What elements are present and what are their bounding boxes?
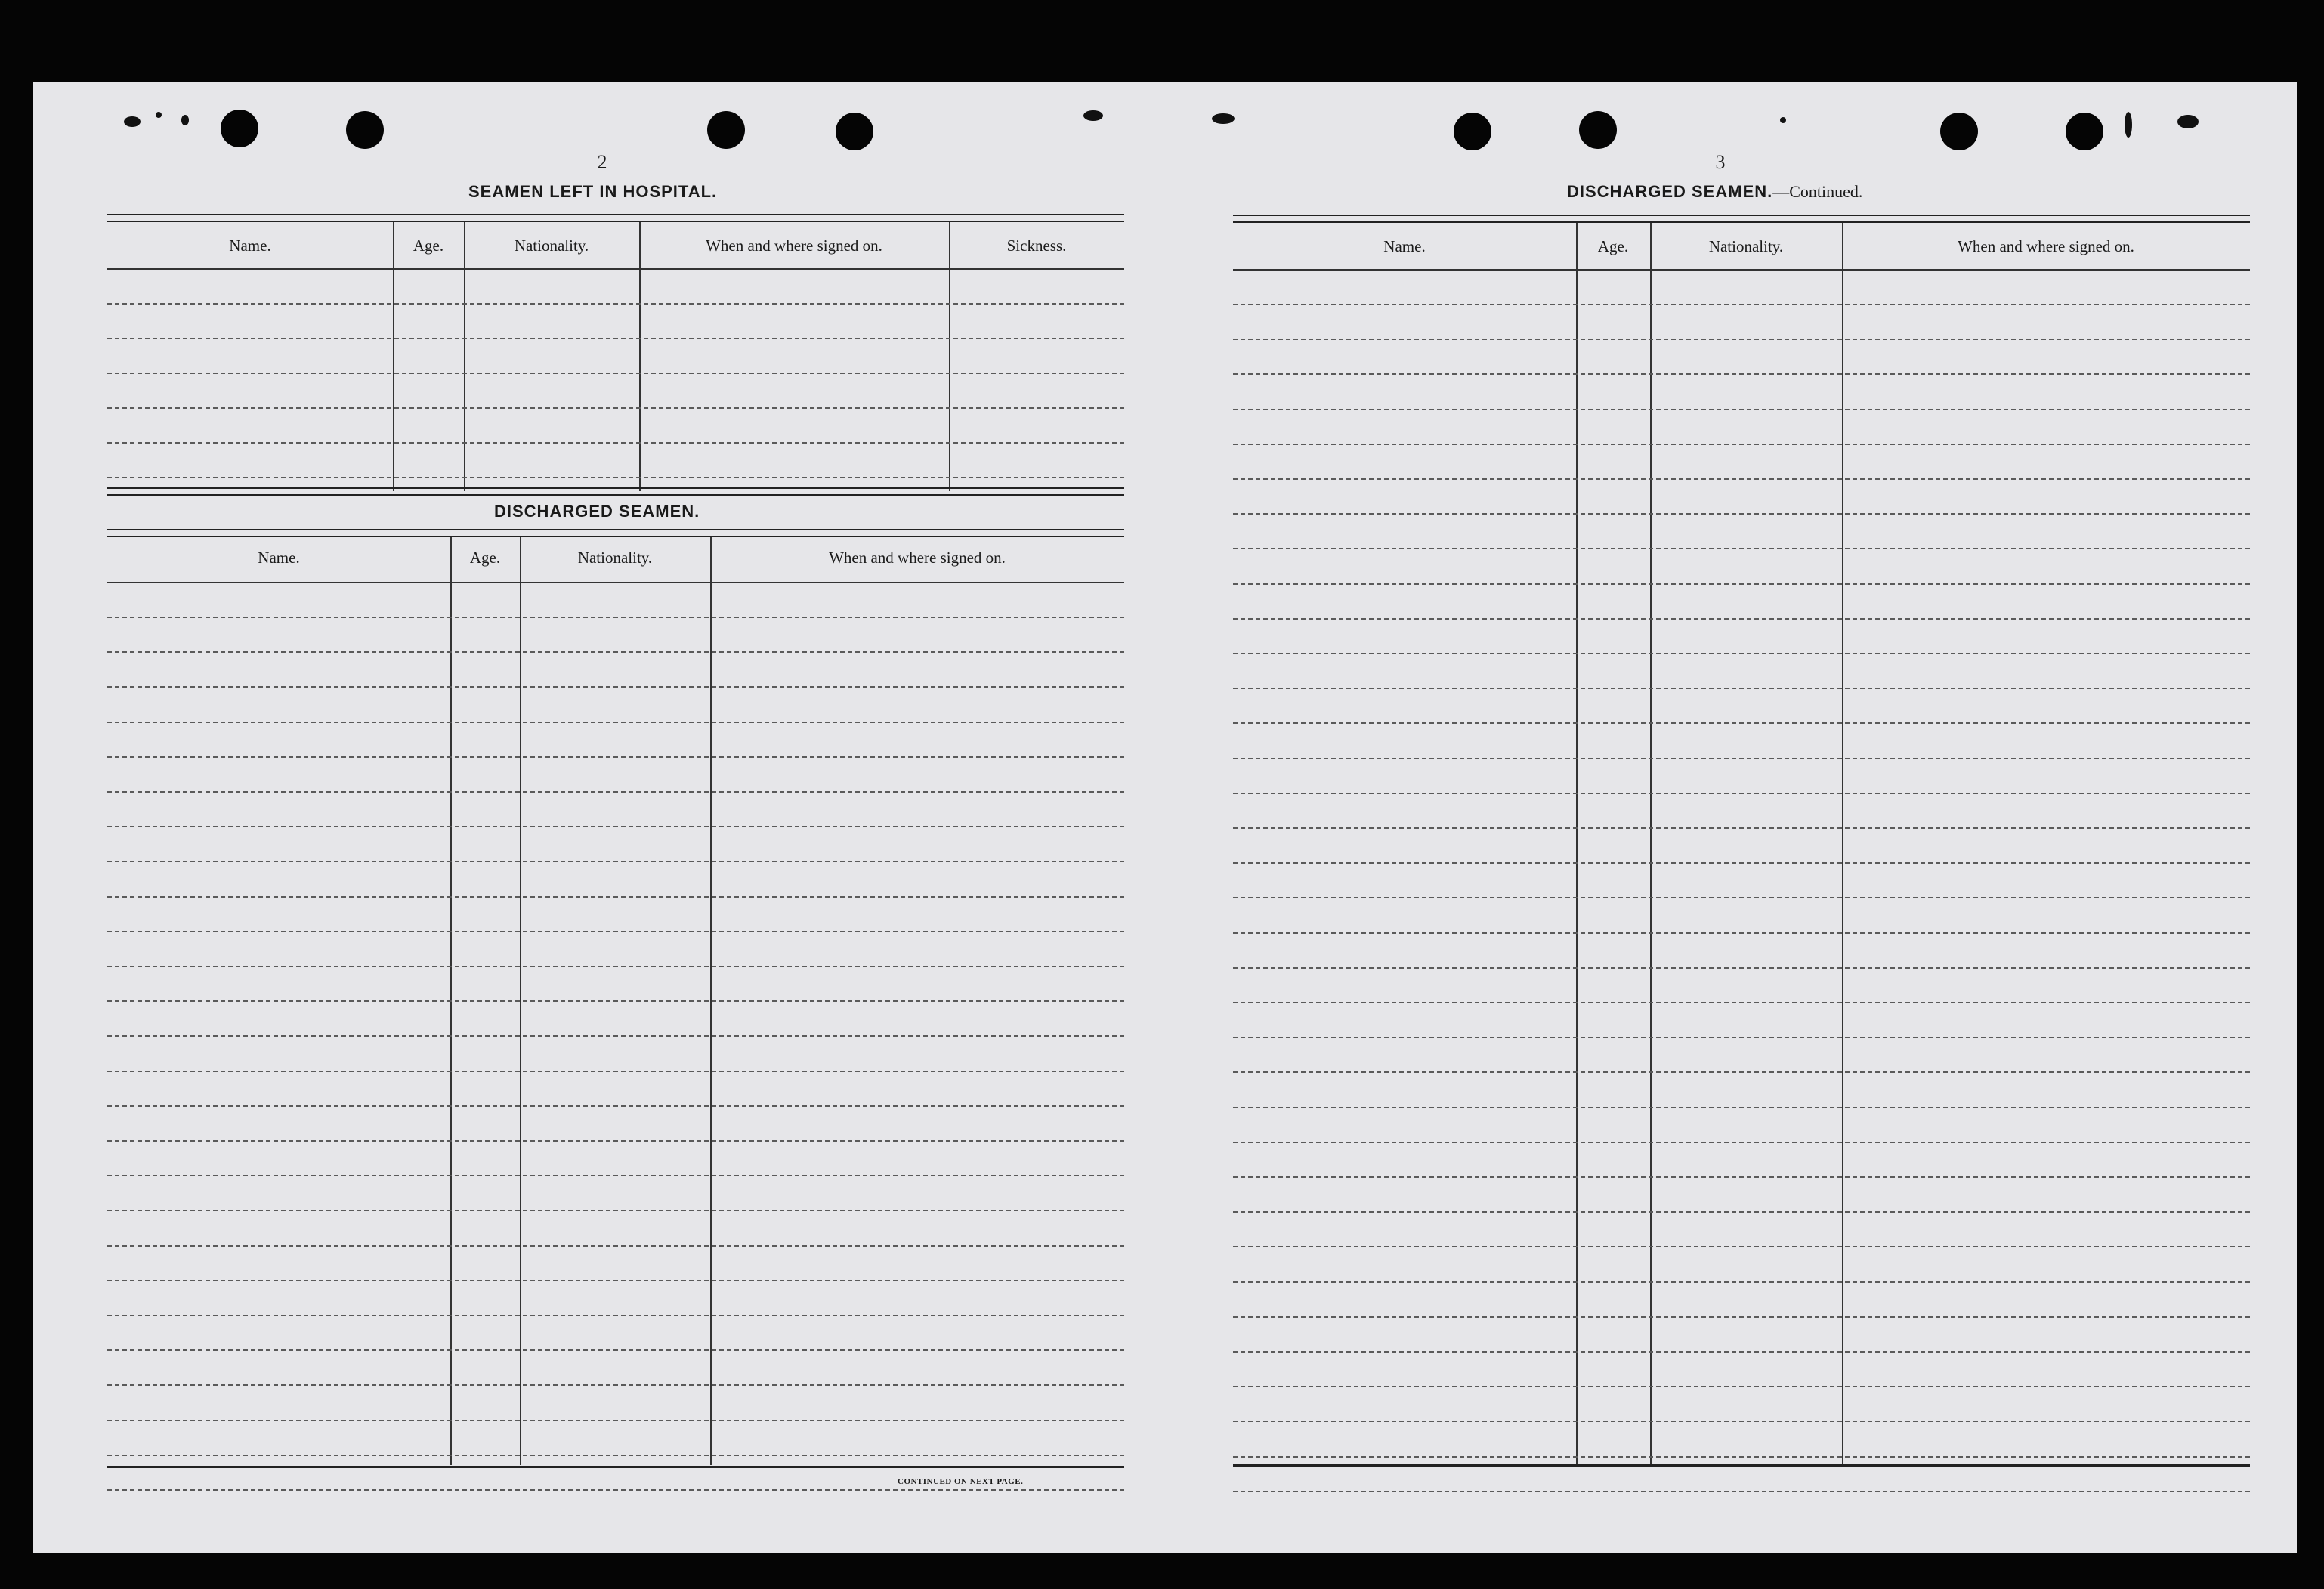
ruled-row-line: [107, 1105, 1124, 1107]
ink-speck: [2177, 115, 2199, 128]
col-divider: [949, 222, 950, 491]
ruled-row-line: [1233, 1246, 2250, 1247]
ruled-row-line: [1233, 1107, 2250, 1108]
col-header-signed-on: When and where signed on.: [706, 236, 882, 255]
col-header-name: Name.: [229, 236, 271, 255]
col-header-sickness: Sickness.: [1006, 236, 1067, 255]
col-header-name: Name.: [1383, 237, 1426, 255]
ruled-row-line: [1233, 618, 2250, 620]
ruled-row-line: [107, 477, 1124, 478]
ruled-row-line: [107, 861, 1124, 862]
ruled-row-line: [1233, 932, 2250, 934]
ruled-row-line: [107, 966, 1124, 967]
ruled-row-line: [107, 826, 1124, 827]
ruled-row-line: [1233, 548, 2250, 549]
ruled-row-line: [1233, 1421, 2250, 1422]
ruled-row-line: [107, 1420, 1124, 1421]
discharged-table-right: [1233, 215, 2250, 1484]
ruled-row-line: [107, 931, 1124, 932]
col-header-age: Age.: [469, 549, 501, 567]
ruled-row-line: [1233, 339, 2250, 340]
ruled-row-line: [1233, 409, 2250, 410]
ruled-row-line: [107, 1384, 1124, 1386]
ruled-row-line: [1233, 862, 2250, 864]
ruled-row-line: [107, 1489, 1124, 1491]
ruled-row-line: [107, 1035, 1124, 1037]
ruled-row-line: [1233, 373, 2250, 375]
ink-speck: [1212, 113, 1235, 124]
hospital-section-title: SEAMEN LEFT IN HOSPITAL.: [468, 182, 718, 201]
ruled-row-line: [107, 686, 1124, 688]
col-header-signed-on: When and where signed on.: [829, 549, 1006, 567]
punch-hole: [707, 111, 745, 149]
col-header-signed-on: When and where signed on.: [1958, 237, 2134, 255]
ruled-row-line: [1233, 444, 2250, 445]
ruled-row-line: [1233, 722, 2250, 724]
col-header-age: Age.: [413, 236, 444, 255]
punch-hole: [1579, 111, 1617, 149]
col-header-nationality: Nationality.: [1708, 237, 1784, 255]
ruled-row-line: [1233, 513, 2250, 515]
ink-speck: [156, 112, 162, 118]
ruled-row-line: [107, 338, 1124, 339]
discharged-continued-title: [1567, 182, 1862, 202]
punch-hole: [221, 110, 258, 147]
ruled-row-line: [107, 1140, 1124, 1142]
col-divider: [639, 222, 641, 491]
ruled-row-line: [1233, 688, 2250, 689]
ink-speck: [1083, 110, 1103, 121]
ruled-row-line: [1233, 1176, 2250, 1178]
ink-speck: [1780, 117, 1786, 123]
ruled-row-line: [107, 1349, 1124, 1351]
ruled-row-line: [107, 651, 1124, 653]
ruled-row-line: [1233, 1316, 2250, 1318]
table-bottom-rule: [1233, 1464, 2250, 1467]
ruled-row-line: [1233, 583, 2250, 585]
discharged-table-left: [107, 529, 1124, 1481]
ruled-row-line: [107, 373, 1124, 374]
ruled-row-line: [107, 1315, 1124, 1316]
punch-hole: [2066, 113, 2103, 150]
ruled-row-line: [1233, 897, 2250, 898]
ruled-row-line: [107, 791, 1124, 793]
ruled-row-line: [1233, 758, 2250, 759]
ruled-row-line: [107, 722, 1124, 723]
table-bottom-rule: [107, 487, 1124, 496]
punch-hole: [1940, 113, 1978, 150]
ruled-row-line: [1233, 1456, 2250, 1458]
ruled-row-line: [1233, 304, 2250, 305]
ruled-row-line: [107, 1245, 1124, 1247]
ruled-row-line: [1233, 478, 2250, 480]
ruled-row-line: [1233, 827, 2250, 829]
ruled-row-line: [1233, 1491, 2250, 1492]
ruled-row-line: [107, 303, 1124, 305]
table-top-rule: [1233, 215, 2250, 223]
ruled-row-line: [107, 617, 1124, 618]
ruled-row-line: [1233, 1351, 2250, 1353]
col-header-name: Name.: [258, 549, 300, 567]
ruled-row-line: [107, 1280, 1124, 1281]
col-header-nationality: Nationality.: [514, 236, 589, 255]
ruled-row-line: [1233, 653, 2250, 654]
ruled-row-line: [1233, 1386, 2250, 1387]
header-rule: [107, 268, 1124, 270]
page-number-left: 2: [597, 151, 607, 173]
ruled-row-line: [107, 1000, 1124, 1002]
ink-speck: [2125, 112, 2132, 138]
continued-note: CONTINUED ON NEXT PAGE.: [898, 1477, 1024, 1486]
ruled-row-line: [107, 1455, 1124, 1456]
table-top-rule: [107, 214, 1124, 222]
title-main: DISCHARGED SEAMEN.: [1567, 182, 1773, 201]
ruled-row-line: [1233, 1071, 2250, 1073]
table-bottom-rule: [107, 1466, 1124, 1468]
ink-speck: [124, 116, 141, 127]
punch-hole: [346, 111, 384, 149]
punch-hole: [1454, 113, 1491, 150]
ruled-row-line: [107, 442, 1124, 444]
ruled-row-line: [107, 756, 1124, 758]
ruled-row-line: [1233, 1002, 2250, 1003]
ink-speck: [181, 115, 189, 125]
ruled-row-line: [1233, 1142, 2250, 1143]
col-header-nationality: Nationality.: [577, 549, 653, 567]
header-rule: [107, 582, 1124, 583]
col-header-age: Age.: [1597, 237, 1629, 255]
ruled-row-line: [1233, 1037, 2250, 1038]
ruled-row-line: [1233, 1211, 2250, 1213]
ruled-row-line: [107, 1210, 1124, 1211]
ruled-row-line: [107, 407, 1124, 409]
table-top-rule: [107, 529, 1124, 537]
ruled-row-line: [1233, 793, 2250, 794]
col-divider: [393, 222, 394, 491]
header-rule: [1233, 269, 2250, 271]
ruled-row-line: [1233, 967, 2250, 969]
ledger-sheet: [33, 82, 2297, 1553]
title-suffix: —Continued.: [1772, 182, 1863, 201]
col-divider: [464, 222, 465, 491]
page-number-right: 3: [1715, 151, 1726, 173]
ruled-row-line: [107, 1175, 1124, 1176]
ruled-row-line: [107, 896, 1124, 898]
punch-hole: [836, 113, 873, 150]
ruled-row-line: [107, 1071, 1124, 1072]
discharged-section-title: DISCHARGED SEAMEN.: [494, 502, 700, 521]
ruled-row-line: [1233, 1281, 2250, 1283]
